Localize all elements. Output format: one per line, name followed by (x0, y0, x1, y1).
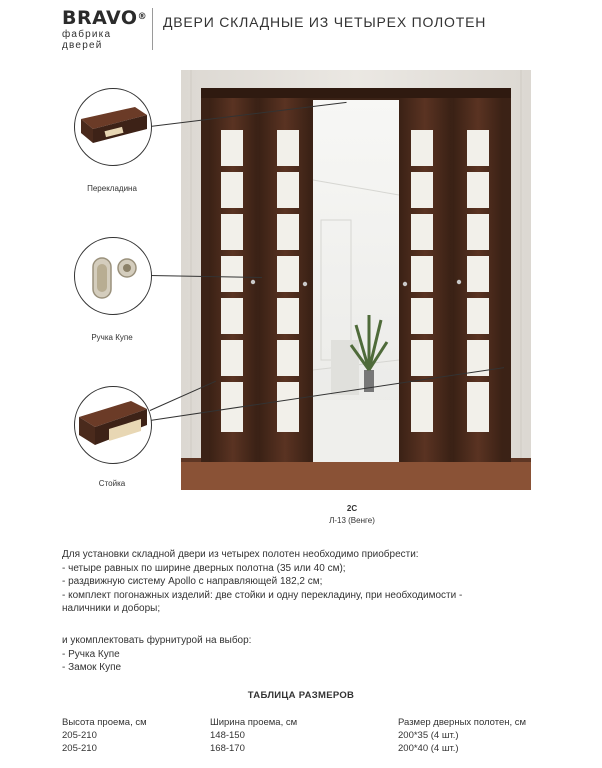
brand-subtitle: фабрика дверей (62, 29, 112, 51)
column-header: Высота проема, см (62, 717, 147, 728)
handle-callout (74, 237, 152, 315)
text-line: - Замок Купе (62, 662, 122, 673)
crossbar-profile-icon (75, 89, 151, 165)
brand-name: BRAVO (62, 7, 138, 29)
table-cell: 205-210 (62, 730, 97, 741)
color-caption: Л-13 (Венге) (329, 516, 375, 525)
crossbar-label: Перекладина (87, 184, 137, 193)
requirements-text (62, 548, 462, 616)
post-label: Стойка (98, 479, 126, 488)
page-title: ДВЕРИ СКЛАДНЫЕ ИЗ ЧЕТЫРЕХ ПОЛОТЕН (163, 14, 487, 30)
text-line: - комплект погонажных изделий: две стойки и одну перекладину, при необходимости - (62, 589, 463, 601)
column-header: Ширина проема, см (210, 717, 298, 728)
sliding-handle-icon (75, 238, 151, 314)
table-cell: 148-150 (210, 730, 245, 741)
folding-door-illustration (181, 70, 531, 490)
column-header: Размер дверных полотен, см (398, 717, 527, 728)
size-column-height (62, 716, 147, 755)
crossbar-callout (74, 88, 152, 166)
text-line: - Ручка Купе (62, 648, 120, 660)
table-cell: 200*35 (4 шт.) (398, 730, 459, 741)
table-cell: 205-210 (62, 743, 97, 754)
table-cell: 168-170 (210, 743, 245, 754)
table-cell: 200*40 (4 шт.) (398, 743, 459, 754)
size-column-panels (398, 716, 526, 755)
size-column-width (210, 716, 297, 755)
post-profile-icon (75, 387, 151, 463)
post-callout (74, 386, 152, 464)
text-line: и укомплектовать фурнитурой на выбор: (62, 635, 252, 646)
handle-label: Ручка Купе (91, 333, 133, 342)
fittings-text (62, 634, 251, 675)
size-table-title: ТАБЛИЦА РАЗМЕРОВ (247, 690, 355, 701)
product-photo (181, 70, 531, 490)
text-line: Для установки складной двери из четырех полотен необходимо приобрести: (62, 549, 419, 560)
text-line: наличники и доборы; (62, 603, 161, 614)
text-line: - четыре равных по ширине дверных полотна (35 или 40 см); (62, 562, 346, 574)
text-line: - раздвижную систему Apollo с направляющей 182,2 см; (62, 576, 323, 587)
registered-mark: ® (137, 12, 148, 22)
header-divider (152, 8, 153, 50)
model-caption: 2С (346, 504, 358, 513)
brand-logo (62, 7, 148, 51)
